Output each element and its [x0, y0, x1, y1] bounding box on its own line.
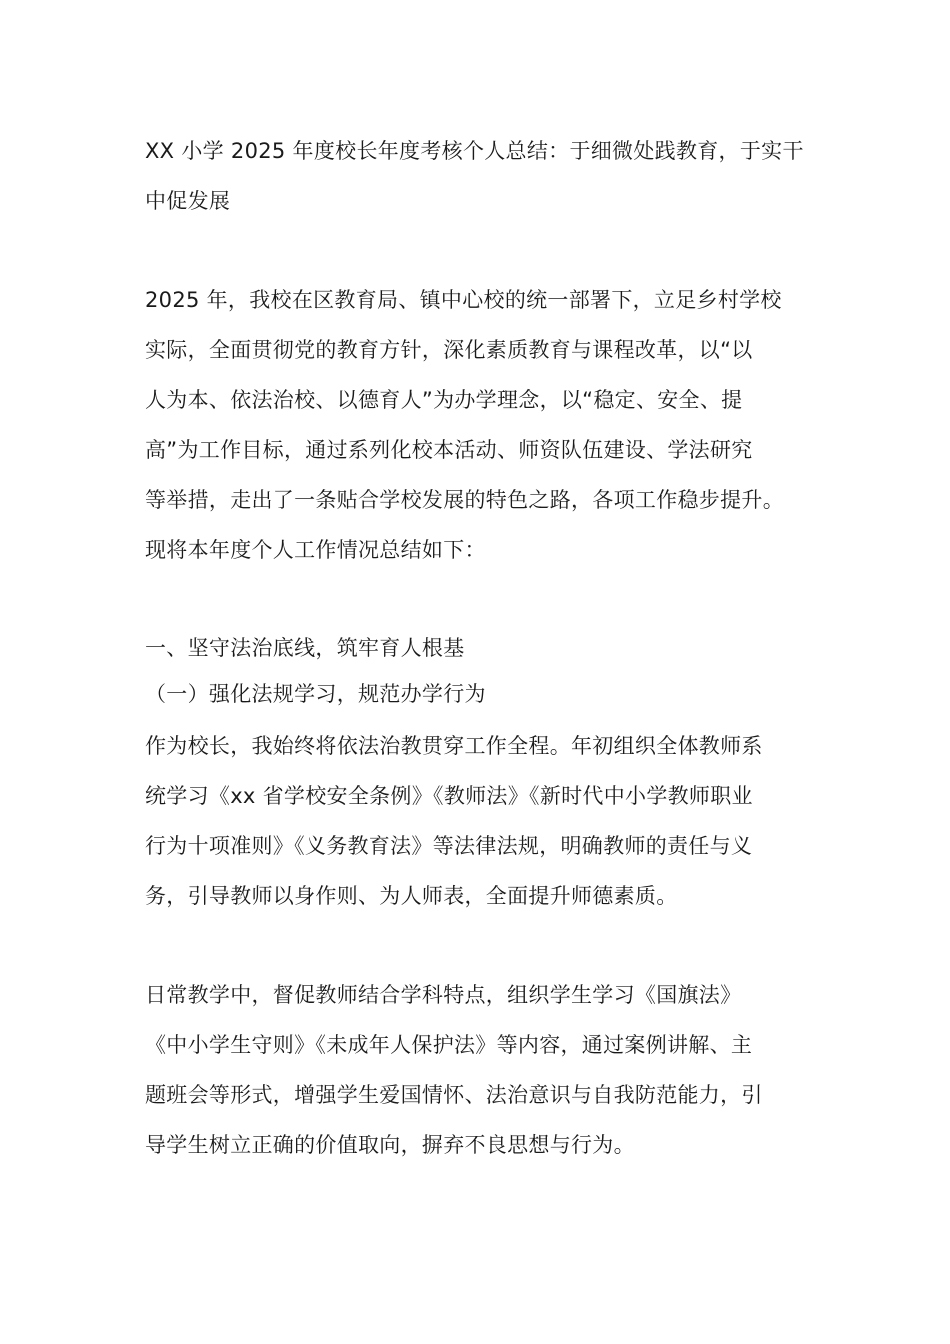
paragraph-line: 实际，全面贯彻党的教育方针，深化素质教育与课程改革，以“以 — [145, 338, 753, 362]
subsection-heading: （一）强化法规学习，规范办学行为 — [145, 682, 486, 706]
paragraph-line: 人为本、依法治校、以德育人”为办学理念，以“稳定、安全、提 — [145, 388, 743, 412]
paragraph-1 — [145, 721, 817, 921]
title-line: XX 小学 2025 年度校长年度考核个人总结：于细微处践教育，于实干 — [145, 139, 804, 163]
section-headings — [145, 625, 817, 717]
title-line: 中促发展 — [145, 189, 231, 213]
paragraph-line: 2025 年，我校在区教育局、镇中心校的统一部署下，立足乡村学校 — [145, 288, 782, 312]
paragraph-line: 行为十项准则》《义务教育法》等法律法规，明确教师的责任与义 — [145, 834, 753, 858]
section-heading: 一、坚守法治底线，筑牢育人根基 — [145, 636, 465, 660]
paragraph-line: 统学习《xx 省学校安全条例》《教师法》《新时代中小学教师职业 — [145, 784, 753, 808]
paragraph-2 — [145, 970, 817, 1170]
paragraph-line: 等举措，走出了一条贴合学校发展的特色之路，各项工作稳步提升。 — [145, 488, 784, 512]
paragraph-line: 题班会等形式，增强学生爱国情怀、法治意识与自我防范能力，引 — [145, 1083, 763, 1107]
paragraph-line: 高”为工作目标，通过系列化校本活动、师资队伍建设、学法研究 — [145, 438, 753, 462]
document-title — [145, 126, 817, 226]
paragraph-line: 现将本年度个人工作情况总结如下： — [145, 538, 486, 562]
paragraph-line: 导学生树立正确的价值取向，摒弃不良思想与行为。 — [145, 1133, 635, 1157]
paragraph-line: 作为校长，我始终将依法治教贯穿工作全程。年初组织全体教师系 — [145, 734, 763, 758]
paragraph-line: 日常教学中，督促教师结合学科特点，组织学生学习《国旗法》 — [145, 983, 742, 1007]
paragraph-line: 《中小学生守则》《未成年人保护法》等内容，通过案例讲解、主 — [145, 1033, 753, 1057]
intro-paragraph — [145, 275, 817, 575]
paragraph-line: 务，引导教师以身作则、为人师表，全面提升师德素质。 — [145, 884, 678, 908]
